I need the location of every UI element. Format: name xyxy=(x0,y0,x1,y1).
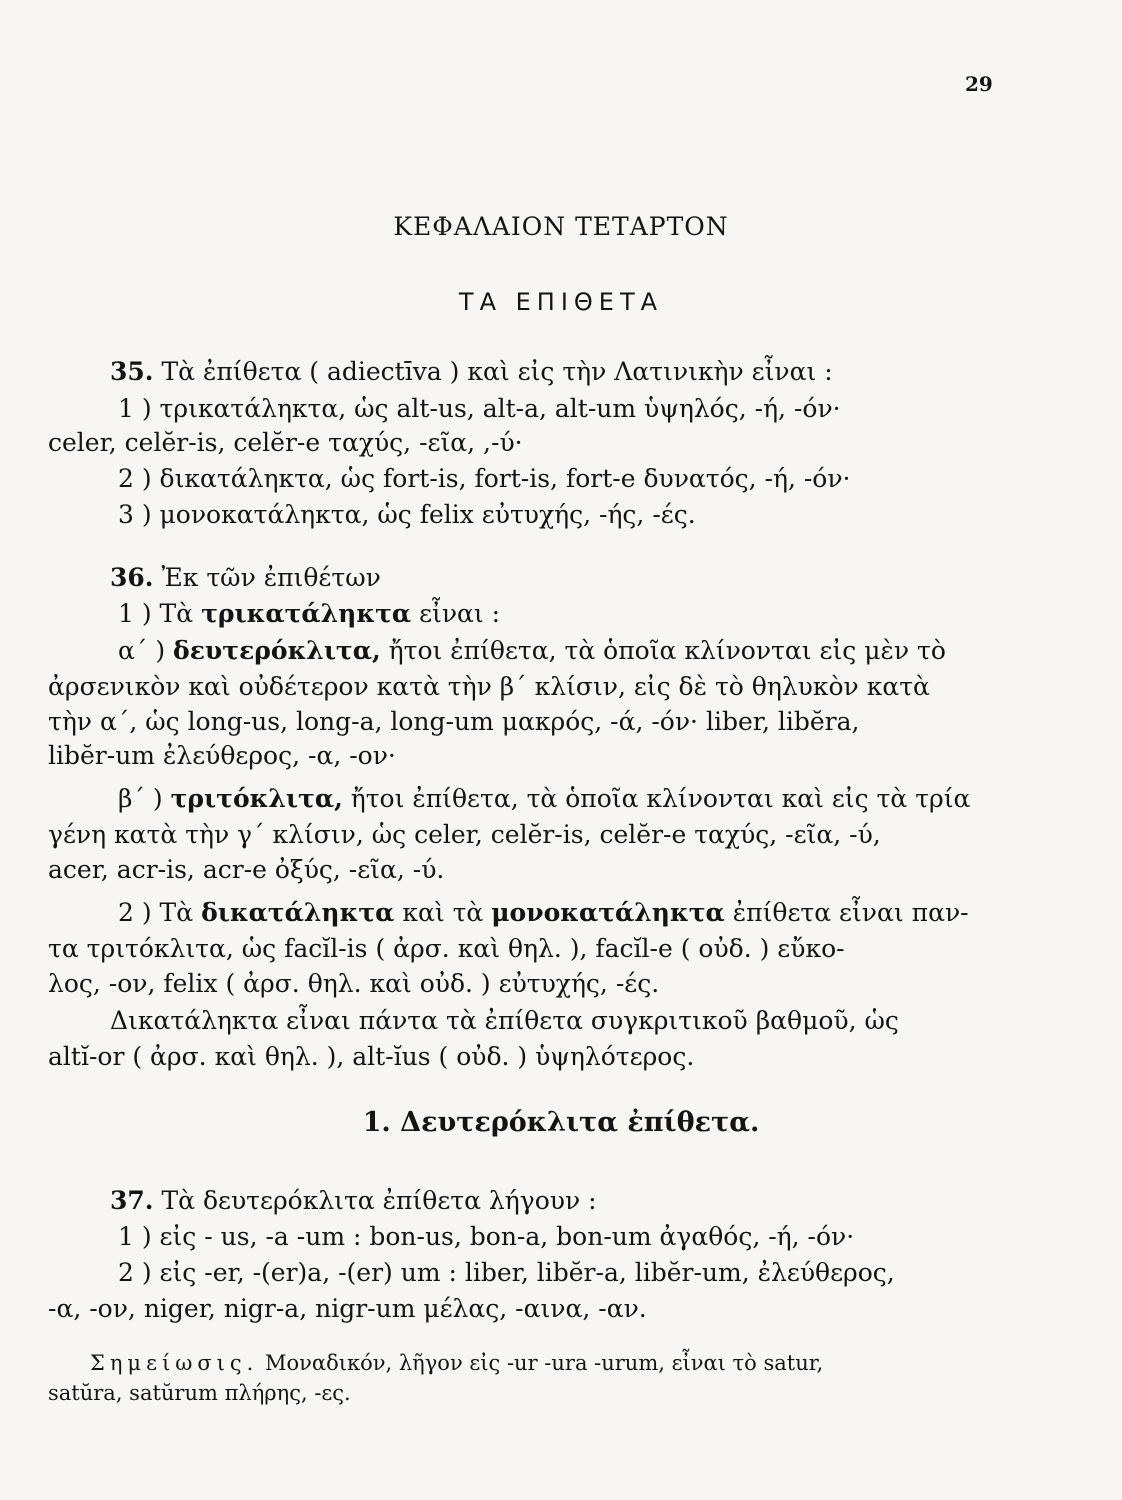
section-title: ΤΑ ΕΠΙΘΕΤΑ xyxy=(458,288,664,316)
paragraph-number: 37. xyxy=(110,1186,154,1215)
p36-line-12: λος, -ον, felix ( ἀρσ. θηλ. καὶ οὐδ. ) εὐτυχής, -ές. xyxy=(48,969,660,998)
p36-line-11: τα τριτόκλιτα, ὡς facĭl-is ( ἀρσ. καὶ θηλ. ), facĭl-e ( οὐδ. ) εὔκο- xyxy=(48,934,845,963)
p36-line-5: τὴν α΄, ὡς long-us, long-a, long-um μακρός, -ά, -όν· liber, libĕra, xyxy=(48,707,860,736)
p36-line-1 xyxy=(110,561,992,595)
bold-term: τριτόκλιτα, xyxy=(170,784,343,813)
p36-line-13: Δικατάληκτα εἶναι πάντα τὰ ἐπίθετα συγκριτικοῦ βαθμοῦ, ὡς xyxy=(110,1006,899,1035)
bold-term: τρικατάληκτα xyxy=(201,599,412,628)
bold-term: δικατάληκτα xyxy=(201,898,395,927)
note-line-2: satŭra, satŭrum πλήρης, -ες. xyxy=(48,1381,351,1405)
p35-text: Τὰ ἐπίθετα ( adiectīva ) καὶ εἰς τὴν Λατινικὴν εἶναι : xyxy=(161,357,833,386)
text: β΄ ) xyxy=(118,784,171,813)
p36-line-10 xyxy=(118,896,992,930)
p37-text: Τὰ δευτερόκλιτα ἐπίθετα λήγουν : xyxy=(161,1186,597,1215)
bold-term: δευτερόκλιτα, xyxy=(173,636,381,665)
paragraph-number: 36. xyxy=(110,563,154,592)
p35-line-2: 1 ) τρικατάληκτα, ὡς alt-us, alt-a, alt-um ὑψηλός, -ή, -όν· xyxy=(118,394,841,423)
paragraph-number: 35. xyxy=(110,357,154,386)
p36-line-2 xyxy=(118,597,992,631)
p36-line-14: altĭ-or ( ἀρσ. καὶ θηλ. ), alt-ĭus ( οὐδ. ) ὑψηλότερος. xyxy=(48,1042,695,1071)
p36-line-7 xyxy=(118,782,992,816)
p36-line-4: ἀρσενικὸν καὶ οὐδέτερον κατὰ τὴν β΄ κλίσιν, εἰς δὲ τὸ θηλυκὸν κατὰ xyxy=(48,672,930,701)
note-line-1 xyxy=(90,1346,992,1380)
p36-line-3 xyxy=(118,634,992,668)
text: ἐπίθετα εἶναι παν- xyxy=(724,898,969,927)
text: 1 ) Τὰ xyxy=(118,599,202,628)
text: ἤτοι ἐπίθετα, τὰ ὁποῖα κλίνονται εἰς μὲν τὸ xyxy=(380,636,946,665)
p37-line-4: -α, -ον, niger, nigr-a, nigr-um μέλας, -αινα, -αν. xyxy=(48,1294,647,1323)
bold-term: μονοκατάληκτα xyxy=(491,898,725,927)
p37-line-2: 1 ) εἰς - us, -a -um : bon-us, bon-a, bon-um ἀγαθός, -ή, -όν· xyxy=(118,1222,855,1251)
note-text: Μοναδικόν, λῆγον εἰς -ur -ura -urum, εἶναι τὸ satur, xyxy=(265,1351,824,1375)
p36-text: Ἐκ τῶν ἐπιθέτων xyxy=(161,563,381,592)
p35-line-1 xyxy=(110,355,992,389)
p35-line-3: celer, celĕr-is, celĕr-e ταχύς, -εῖα, ,-ύ· xyxy=(48,428,523,457)
page-number: 29 xyxy=(965,72,993,96)
chapter-title: ΚΕΦΑΛΑΙΟΝ ΤΕΤΑΡΤΟΝ xyxy=(393,212,729,241)
p37-line-1 xyxy=(110,1184,992,1218)
note-label: Σημείωσις. xyxy=(90,1351,259,1375)
text: 2 ) Τὰ xyxy=(118,898,202,927)
p35-line-4: 2 ) δικατάληκτα, ὡς fort-is, fort-is, fort-e δυνατός, -ή, -όν· xyxy=(118,464,851,493)
p36-line-8: γένη κατὰ τὴν γ΄ κλίσιν, ὡς celer, celĕr-is, celĕr-e ταχύς, -εῖα, -ύ, xyxy=(48,820,881,849)
text: α΄ ) xyxy=(118,636,174,665)
p36-line-9: acer, acr-is, acr-e ὀξύς, -εῖα, -ύ. xyxy=(48,855,445,884)
subsection-title: 1. Δευτερόκλιτα ἐπίθετα. xyxy=(362,1107,760,1138)
text: εἶναι : xyxy=(411,599,501,628)
text: καὶ τὰ xyxy=(394,898,492,927)
p35-line-5: 3 ) μονοκατάληκτα, ὡς felix εὐτυχής, -ής, -ές. xyxy=(118,500,696,529)
text: ἤτοι ἐπίθετα, τὰ ὁποῖα κλίνονται καὶ εἰς τὰ τρία xyxy=(342,784,971,813)
p37-line-3: 2 ) εἰς -er, -(er)a, -(er) um : liber, libĕr-a, libĕr-um, ἐλεύθερος, xyxy=(118,1258,895,1287)
p36-line-6: libĕr-um ἐλεύθερος, -α, -ον· xyxy=(48,741,396,770)
